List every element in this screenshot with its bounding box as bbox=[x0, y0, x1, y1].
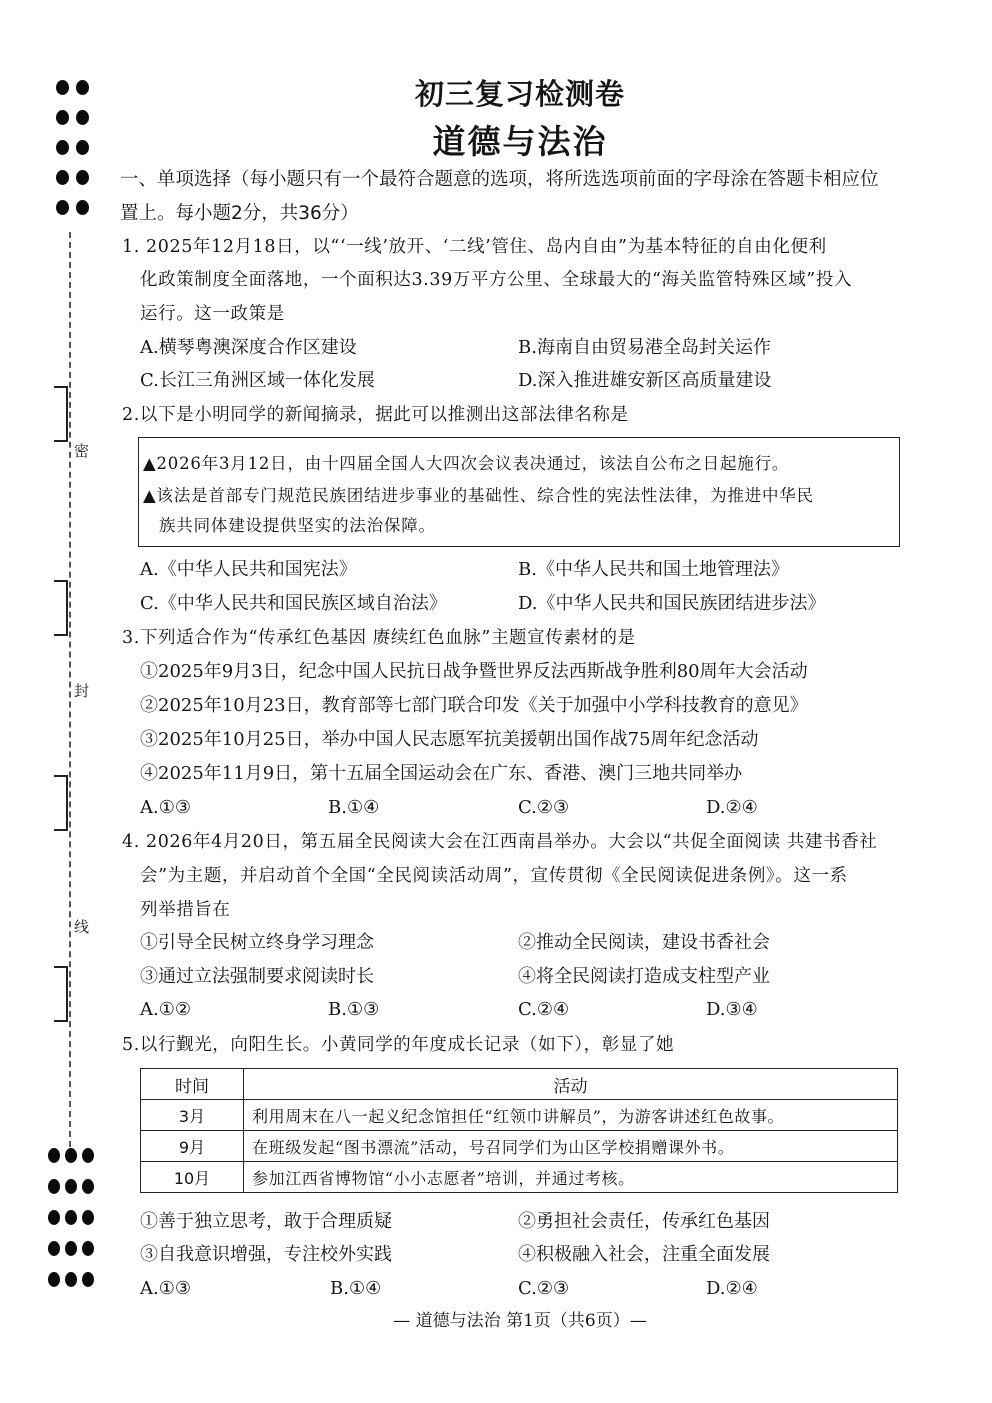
news-excerpt-line: ▲该法是首部专门规范民族团结进步事业的基础性、综合性的宪法性法律，为推进中华民 bbox=[143, 486, 814, 505]
news-excerpt-line: ▲2026年3月12日，由十四届全国人大四次会议表决通过，该法自公布之日起施行。 bbox=[143, 454, 790, 473]
binding-bracket bbox=[54, 580, 68, 636]
page-footer: — 道德与法治 第1页（共6页）— bbox=[393, 1311, 647, 1331]
question-1-option-d[interactable]: D.深入推进雄安新区高质量建设 bbox=[518, 370, 772, 391]
question-5-stem: 5.以行觐光，向阳生长。小黄同学的年度成长记录（如下），彰显了她 bbox=[122, 1035, 675, 1055]
question-3-option-b[interactable]: B.①④ bbox=[328, 797, 380, 818]
question-3-option-c[interactable]: C.②③ bbox=[518, 797, 570, 818]
question-3-item: ④2025年11月9日，第十五届全国运动会在广东、香港、澳门三地共同举办 bbox=[140, 763, 743, 784]
table-header-time: 时间 bbox=[141, 1069, 244, 1100]
question-5-option-c[interactable]: C.②③ bbox=[518, 1278, 570, 1299]
question-5-item: ④积极融入社会，注重全面发展 bbox=[518, 1244, 770, 1265]
binding-dashed-line bbox=[69, 232, 71, 1147]
table-cell-time: 10月 bbox=[141, 1162, 244, 1193]
question-4-stem: 4. 2026年4月20日，第五届全民阅读大会在江西南昌举办。大会以“共促全面阅读 共建书香社 bbox=[122, 832, 878, 852]
question-1-option-c[interactable]: C.长江三角洲区域一体化发展 bbox=[140, 370, 375, 391]
question-4-stem: 会”为主题，并启动首个全国“全民阅读活动周”，宣传贯彻《全民阅读促进条例》。这一系 bbox=[140, 866, 848, 886]
table-row bbox=[141, 1162, 898, 1193]
table-header-row bbox=[141, 1069, 898, 1100]
table-cell-activity: 参加江西省博物馆“小小志愿者”培训，并通过考核。 bbox=[244, 1162, 898, 1193]
question-2-option-d[interactable]: D.《中华人民共和国民族团结进步法》 bbox=[518, 593, 826, 614]
question-4-option-a[interactable]: A.①② bbox=[140, 999, 191, 1020]
table-cell-activity: 在班级发起“图书漂流”活动，号召同学们为山区学校捐赠课外书。 bbox=[244, 1131, 898, 1162]
question-4-stem: 列举措旨在 bbox=[140, 900, 231, 920]
exam-subtitle: 初三复习检测卷 bbox=[414, 77, 625, 111]
question-1-stem: 化政策制度全面落地，一个面积达3.39万平方公里、全球最大的“海关监管特殊区域”投入 bbox=[140, 270, 853, 290]
question-4-option-c[interactable]: C.②④ bbox=[518, 999, 570, 1020]
question-3-stem: 3.下列适合作为“传承红色基因 赓续红色血脉”主题宣传素材的是 bbox=[122, 628, 636, 648]
question-4-item: ④将全民阅读打造成支柱型产业 bbox=[518, 966, 770, 987]
news-excerpt-box bbox=[138, 437, 900, 547]
question-4-item: ②推动全民阅读，建设书香社会 bbox=[518, 932, 770, 953]
news-excerpt-line: 族共同体建设提供坚实的法治保障。 bbox=[159, 516, 436, 535]
question-3-item: ③2025年10月25日，举办中国人民志愿军抗美援朝出国作战75周年纪念活动 bbox=[140, 729, 759, 750]
binding-bracket bbox=[54, 775, 68, 831]
question-3-option-a[interactable]: A.①③ bbox=[140, 797, 191, 818]
question-1-option-a[interactable]: A.横琴粤澳深度合作区建设 bbox=[140, 337, 357, 358]
question-4-option-d[interactable]: D.③④ bbox=[706, 999, 758, 1020]
question-5-option-d[interactable]: D.②④ bbox=[706, 1278, 758, 1299]
question-1-stem: 运行。这一政策是 bbox=[140, 304, 285, 324]
table-cell-time: 9月 bbox=[141, 1131, 244, 1162]
seal-char-feng: 封 bbox=[74, 682, 90, 700]
table-cell-time: 3月 bbox=[141, 1100, 244, 1131]
question-5-item: ①善于独立思考，敢于合理质疑 bbox=[140, 1211, 392, 1232]
question-2-stem: 2.以下是小明同学的新闻摘录，据此可以推测出这部法律名称是 bbox=[122, 405, 629, 425]
question-2-option-a[interactable]: A.《中华人民共和国宪法》 bbox=[140, 559, 357, 580]
question-5-item: ③自我意识增强，专注校外实践 bbox=[140, 1244, 392, 1265]
growth-record-table bbox=[140, 1068, 898, 1193]
question-5-option-a[interactable]: A.①③ bbox=[140, 1278, 191, 1299]
question-4-item: ①引导全民树立终身学习理念 bbox=[140, 932, 374, 953]
table-row bbox=[141, 1131, 898, 1162]
question-3-item: ②2025年10月23日，教育部等七部门联合印发《关于加强中小学科技教育的意见》 bbox=[140, 695, 808, 716]
section-heading: 一、单项选择（每小题只有一个最符合题意的选项，将所选选项前面的字母涂在答题卡相应位 bbox=[120, 169, 879, 190]
seal-char-mi: 密 bbox=[74, 442, 90, 460]
question-2-option-b[interactable]: B.《中华人民共和国土地管理法》 bbox=[518, 559, 789, 580]
binding-dots-bottom bbox=[48, 1148, 94, 1303]
question-2-option-c[interactable]: C.《中华人民共和国民族区域自治法》 bbox=[140, 593, 447, 614]
exam-title: 道德与法治 bbox=[432, 122, 608, 161]
question-3-item: ①2025年9月3日，纪念中国人民抗日战争暨世界反法西斯战争胜利80周年大会活动 bbox=[140, 661, 808, 682]
table-row bbox=[141, 1100, 898, 1131]
question-4-item: ③通过立法强制要求阅读时长 bbox=[140, 966, 374, 987]
seal-char-xian: 线 bbox=[74, 918, 90, 936]
binding-bracket bbox=[54, 966, 68, 1022]
section-heading: 置上。每小题2分，共36分） bbox=[120, 203, 359, 224]
question-5-item: ②勇担社会责任，传承红色基因 bbox=[518, 1211, 770, 1232]
question-5-option-b[interactable]: B.①④ bbox=[330, 1278, 382, 1299]
table-cell-activity: 利用周末在八一起义纪念馆担任“红领巾讲解员”，为游客讲述红色故事。 bbox=[244, 1100, 898, 1131]
binding-bracket bbox=[54, 386, 68, 442]
table-header-activity: 活动 bbox=[244, 1069, 898, 1100]
question-1-option-b[interactable]: B.海南自由贸易港全岛封关运作 bbox=[518, 337, 771, 358]
question-3-option-d[interactable]: D.②④ bbox=[706, 797, 758, 818]
question-4-option-b[interactable]: B.①③ bbox=[328, 999, 380, 1020]
question-1-stem: 1. 2025年12月18日，以“‘一线’放开、‘二线’管住、岛内自由”为基本特征的自由化便利 bbox=[122, 237, 827, 257]
